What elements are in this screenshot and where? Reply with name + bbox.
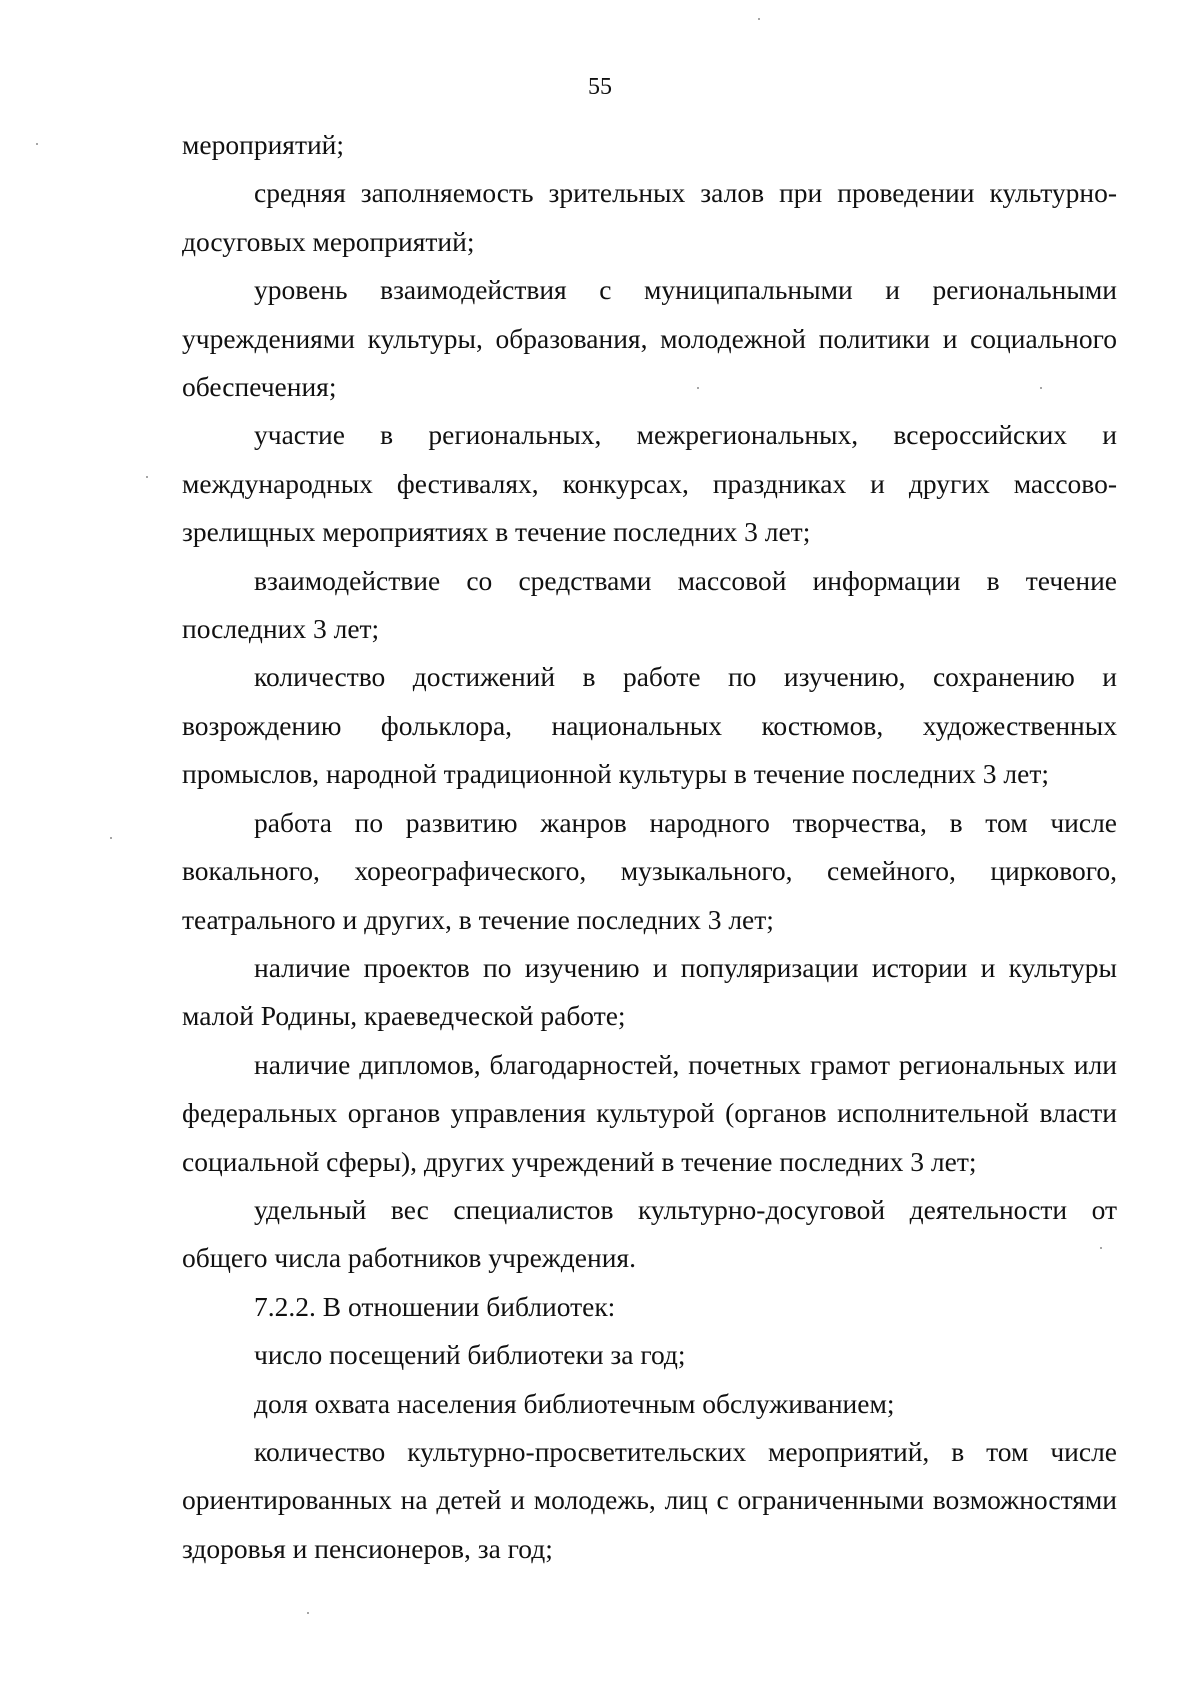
- scan-speck: [307, 1612, 309, 1614]
- paragraph-library-visits: число посещений библиотеки за год;: [254, 1339, 686, 1371]
- scan-speck: [146, 476, 148, 478]
- document-body: [182, 121, 1117, 1573]
- scan-speck: [1100, 1247, 1102, 1249]
- scan-speck: [36, 143, 38, 145]
- paragraph-folklore-achievements: количество достижений в работе по изучению, сохранению и возрождению фольклора, национальных костюмов, художественных промыслов, народной традиционной культуры в течение последних 3 лет;: [182, 661, 1117, 790]
- paragraph-library-coverage: доля охвата населения библиотечным обслуживанием;: [254, 1387, 895, 1419]
- paragraph-festival-participation: участие в региональных, межрегиональных, всероссийских и международных фестивалях, конкурсах, праздниках и других массово-зрелищных мероприятиях в течение последних 3 лет;: [182, 419, 1117, 548]
- page-number: 55: [588, 74, 612, 100]
- paragraph-hall-occupancy: средняя заполняемость зрительных залов при проведении культурно-досуговых мероприятий;: [182, 177, 1117, 257]
- paragraph-diplomas: наличие дипломов, благодарностей, почетных грамот региональных или федеральных органов управления культурой (органов исполнительной власти социальной сферы), других учреждений в течение последних 3 лет;: [182, 1048, 1117, 1177]
- scan-speck: [758, 18, 760, 20]
- paragraph-local-history-projects: наличие проектов по изучению и популяризации истории и культуры малой Родины, краеведческой работе;: [182, 951, 1117, 1032]
- scan-speck: [697, 387, 699, 389]
- paragraph-folk-genres: работа по развитию жанров народного творчества, в том числе вокального, хореографического, музыкального, семейного, циркового, театрального и других, в течение последних 3 лет;: [182, 806, 1117, 935]
- section-heading-libraries: 7.2.2. В отношении библиотек:: [254, 1290, 616, 1322]
- paragraph-media-interaction: взаимодействие со средствами массовой информации в течение последних 3 лет;: [182, 564, 1117, 645]
- paragraph-continuation: мероприятий;: [182, 129, 345, 160]
- paragraph-specialists-share: удельный вес специалистов культурно-досуговой деятельности от общего числа работников учреждения.: [182, 1193, 1117, 1274]
- scan-speck: [1040, 387, 1042, 389]
- paragraph-educational-events: количество культурно-просветительских мероприятий, в том числе ориентированных на детей и молодежь, лиц с ограниченными возможностями здоровья и пенсионеров, за год;: [182, 1435, 1117, 1564]
- paragraph-interaction-level: уровень взаимодействия с муниципальными и региональными учреждениями культуры, образования, молодежной политики и социального обеспечения;: [182, 274, 1117, 403]
- scan-speck: [110, 837, 112, 839]
